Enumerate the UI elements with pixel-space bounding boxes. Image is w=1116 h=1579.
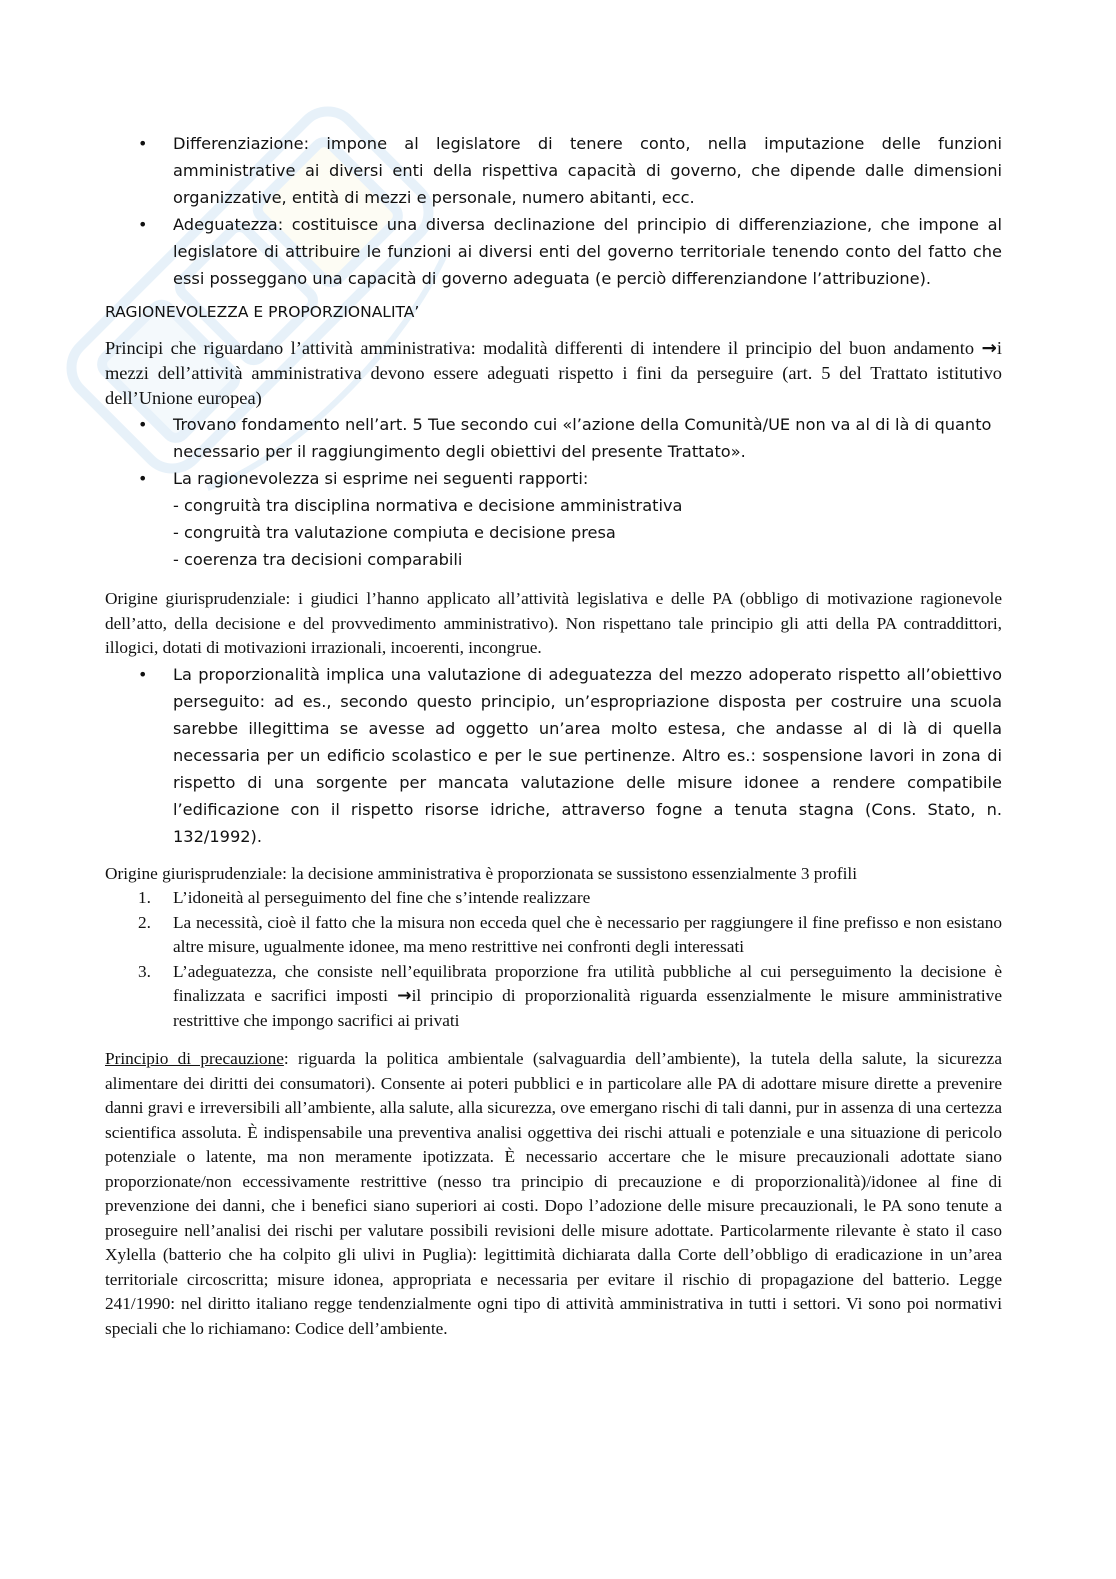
profiles-numbered-list	[105, 886, 1002, 1033]
bullet-proporzionalita: • La proporzionalità implica una valutazione di adeguatezza del mezzo adoperato rispetto all’obiettivo perseguito: ad es., secondo questo principio, un’espropriazione disposta per costruire una scuola sarebbe illegittima se avesse ad oggetto un’area molto estesa, che andasse al di là di quella necessaria per un edificio scolastico e per le sue pertinenze. Altro es.: sospensione lavori in zona di rispetto di una sorgente per mancata valutazione delle misure idonee a rendere compatibile l’edificazione con il rispetto risorse idriche, attraverso fogne a tenuta stagna (Cons. Stato, n. 132/1992).	[105, 661, 1002, 850]
arrow-right-icon: →	[397, 986, 412, 1006]
intro-paragraph: Principi che riguardano l’attività amministrativa: modalità differenti di intendere il principio del buon andamento →i mezzi dell’attività amministrativa devono essere adeguati rispetto i fini da perseguire (art. 5 del Trattato istitutivo dell’Unione europea)	[105, 338, 1002, 408]
bullet-label: Differenziazione	[173, 134, 304, 153]
profile-item: 3. L’adeguatezza, che consiste nell’equilibrata proporzione fra utilità pubbliche al cui perseguimento la decisione è finalizzata e sacrifici imposti →il principio di proporzionalità riguarda essenzialmente le misure amministrative restrittive che impongo sacrifici ai privati	[138, 961, 1002, 1030]
document-content	[105, 130, 1002, 1341]
bullet-differenziazione	[105, 130, 1002, 211]
precaution-paragraph: Principio di precauzione: riguarda la politica ambientale (salvaguardia dell’ambiente), la tutela della salute, la sicurezza alimentare dei diritti dei consumatori). Consente ai poteri pubblici e in particolare alle PA di adottare misure dirette a prevenire danni gravi e irreversibili all’ambiente, alla salute, alla sicurezza, ove emergano rischi di tali danni, pur in assenza di una certezza scientifica assoluta. È indispensabile una preventiva analisi oggettiva dei rischi attuali e potenziale e una situazione di pericolo potenziale o latente, ma non meramente ipotizzata. È necessario accertare che le misure precauzionali adottate siano proporzionate/non eccessivamente restrittive (nesso tra principio di precauzione e di proporzionalità)/idonee al fine di prevenzione dei danni, che i benefici siano superiori ai costi. Dopo l’adozione delle misure precauzionali, le PA sono tenute a proseguire nell’analisi dei rischi per valutare possibili revisioni delle misure adottate. Particolarmente rilevante è stato il caso Xylella (batterio che ha colpito gli ulivi in Puglia): legittimità dichiarata dalla Corte dell’obbligo di eradicazione in un’area territoriale circoscritta; misure idonea, appropriata e necessaria per evitare il rischio di propagazione del batterio. Legge 241/1990: nel diritto italiano regge tendenzialmente ogni tipo di attività amministrativa in tutti i settori. Vi sono poi normativi speciali che lo richiamano: Codice dell’ambiente.	[105, 1049, 1002, 1338]
ragionevolezza-bullet-list	[105, 411, 1002, 573]
principles-bullet-list	[105, 130, 1002, 292]
section-heading: RAGIONEVOLEZZA E PROPORZIONALITA’	[105, 303, 420, 321]
sub-line: - congruità tra disciplina normativa e decisione amministrativa	[173, 496, 683, 515]
sub-line: - congruità tra valutazione compiuta e decisione presa	[173, 523, 616, 542]
proporzionalita-bullet-list	[105, 661, 1002, 850]
bullet-title: • La ragionevolezza si esprime nei seguenti rapporti:	[173, 469, 589, 488]
profile-item: 2. La necessità, cioè il fatto che la misura non ecceda quel che è necessario per raggiungere il fine prefisso e non esistano altre misure, ugualmente idonee, ma meno restrittive nei confronti degli interessati	[138, 912, 1002, 956]
bullet-adeguatezza	[105, 211, 1002, 292]
arrow-right-icon: →	[981, 338, 997, 359]
bullet-text: : costituisce una diversa declinazione del principio di differenziazione, che impone al legislatore di attribuire le funzioni ai diversi enti del governo territoriale tenendo conto del fatto che essi posseggano una capacità di governo adeguata (e perciò differenziandone l’attribuzione).	[173, 215, 1002, 288]
bullet-label: Adeguatezza	[173, 215, 278, 234]
bullet-fondamento: • Trovano fondamento nell’art. 5 Tue secondo cui «l’azione della Comunità/UE non va al di là di quanto necessario per il raggiungimento degli obiettivi del presente Trattato».	[105, 411, 1002, 465]
bullet-ragionevolezza	[105, 465, 1002, 573]
bullet-text: : impone al legislatore di tenere conto, nella imputazione delle funzioni amministrative ai diversi enti della rispettiva capacità di governo, che dipende dalle dimensioni organizzative, entità di mezzi e personale, numero abitanti, ecc.	[173, 134, 1002, 207]
origin-paragraph-2: Origine giurisprudenziale: la decisione amministrativa è proporzionata se sussistono essenzialmente 3 profili	[105, 863, 858, 883]
sub-line: - coerenza tra decisioni comparabili	[173, 550, 463, 569]
origin-paragraph-1: Origine giurisprudenziale: i giudici l’hanno applicato all’attività legislativa e delle PA (obbligo di motivazione ragionevole dell’atto, della decisione e del provvedimento amministrativo). Non rispettano tale principio gli atti della PA contraddittori, illogici, dotati di motivazioni irrazionali, incoerenti, incongrue.	[105, 589, 1002, 657]
precaution-title: Principio di precauzione	[105, 1049, 284, 1068]
profile-item: 1. L’idoneità al perseguimento del fine che s’intende realizzare	[138, 888, 591, 907]
